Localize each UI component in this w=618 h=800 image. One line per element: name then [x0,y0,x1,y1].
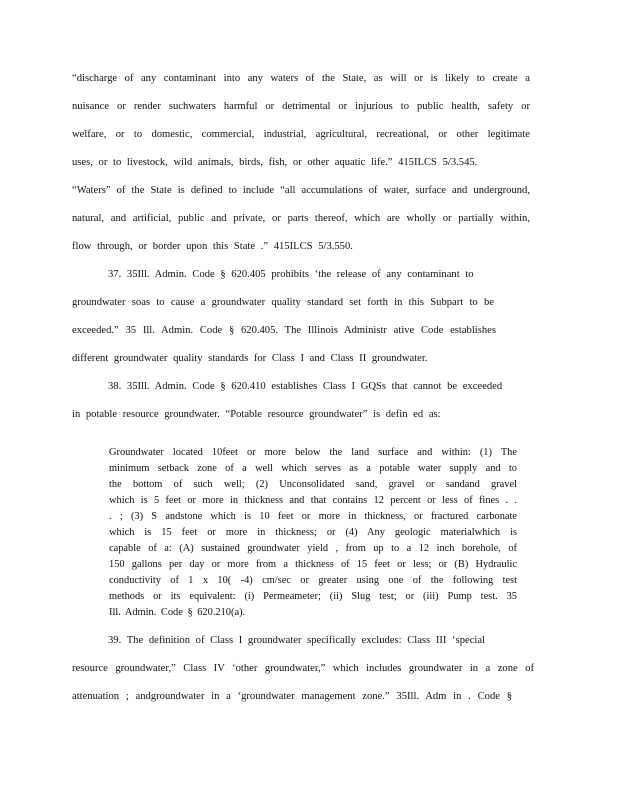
paragraph-1-line-4: uses, or to livestock, wild animals, birds, fish, or other aquatic life.” 415ILCS 5/3.545. [72,157,478,168]
paragraph-1-line-2: nuisance or render suchwaters harmful or detrimental or injurious to public health, safety or [72,101,530,112]
paragraph-38-line-1: 38. 35Ill. Admin. Code § 620.410 establishes Class I GQSs that cannot be exceeded [108,381,503,392]
block-quote-line-10: methods or its equivalent: (i) Permeameter; (ii) Slug test; or (iii) Pump test. 35 [109,591,517,602]
paragraph-37-line-4: different groundwater quality standards for Class I and Class II groundwater. [72,353,428,364]
block-quote-line-1: Groundwater located 10feet or more below the land surface and within: (1) The [109,447,517,458]
paragraph-38-line-2: in potable resource groundwater. “Potable resource groundwater” is defin ed as: [72,409,441,420]
paragraph-1-line-5: “Waters” of the State is defined to include “all accumulations of water, surface and underground, [72,185,530,196]
paragraph-1-line-6: natural, and artificial, public and private, or parts thereof, which are wholly or partially within, [72,213,530,224]
block-quote-line-4: which is 5 feet or more in thickness and that contains 12 percent or less of fines . . [109,495,517,506]
paragraph-1-line-1: “discharge of any contaminant into any waters of the State, as will or is likely to create a [72,73,530,84]
block-quote-line-5: . ; (3) S andstone which is 10 feet or more in thickness, or fractured carbonate [109,511,517,522]
paragraph-37-line-3: exceeded.” 35 Ill. Admin. Code § 620.405. The Illinois Administr ative Code establishes [72,325,496,336]
block-quote-line-2: minimum setback zone of a well which serves as a potable water supply and to [109,463,517,474]
block-quote-line-3: the bottom of such well; (2) Unconsolidated sand, gravel or sandand gravel [109,479,517,490]
block-quote-line-6: which is 15 feet or more in thickness; or (4) Any geologic materialwhich is [109,527,517,538]
paragraph-39-line-2: resource groundwater,” Class IV ‘other groundwater,” which includes groundwater in a zone of [72,663,534,674]
paragraph-37-line-2: groundwater soas to cause a groundwater quality standard set forth in this Subpart to be [72,297,494,308]
block-quote-line-7: capable of a: (A) sustained groundwater yield , from up to a 12 inch borehole, of [109,543,517,554]
paragraph-39-line-1: 39. The definition of Class I groundwater specifically excludes: Class III ‘special [108,635,486,646]
paragraph-37-line-1: 37. 35Ill. Admin. Code § 620.405 prohibits ‘the release of any contaminant to [108,269,474,280]
block-quote-line-11: Ill. Admin. Code § 620.210(a). [109,607,246,618]
block-quote-line-8: 150 gallons per day or more from a thickness of 15 feet or less; or (B) Hydraulic [109,559,517,570]
paragraph-1-line-3: welfare, or to domestic, commercial, industrial, agricultural, recreational, or other legitimate [72,129,530,140]
paragraph-1-line-7: flow through, or border upon this State .” 415ILCS 5/3.550. [72,241,353,252]
paragraph-39-line-3: attenuation ; andgroundwater in a ‘groundwater management zone.” 35Ill. Adm in . Code § [72,691,512,702]
block-quote-line-9: conductivity of 1 x 10( -4) cm/sec or greater using one of the following test [109,575,517,586]
